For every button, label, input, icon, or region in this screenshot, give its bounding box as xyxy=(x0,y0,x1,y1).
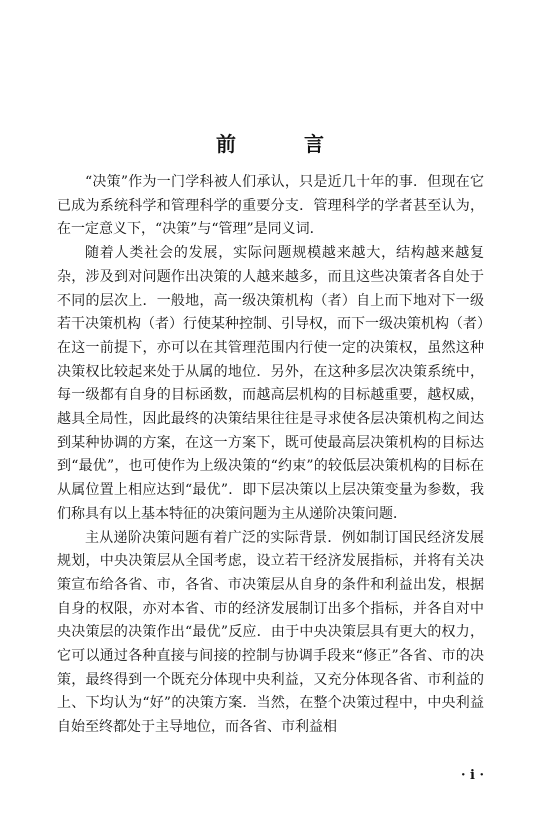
paragraph-1: “决策”作为一门学科被人们承认，只是近几十年的事．但现在它已成为系统科学和管理科学的重要分支．管理科学的学者甚至认为，在一定意义下，“决策”与“管理”是同义词． xyxy=(57,174,484,238)
paragraph-3: 主从递阶决策问题有着广泛的实际背景．例如制订国民经济发展规划，中央决策层从全国考虑，设立若干经济发展指标，并将有关决策宣布给各省、市，各省、市决策层从自身的条件和利益出发，根据自身的权限，亦对本省、市的经济发展制订出多个指标，并各自对中央决策层的决策作出“最优”反应．由于中央决策层具有更大的权力，它可以通过各种直接与间接的控制与协调手段来“修正”各省、市的决策，最终得到一个既充分体现中央利益，又充分体现各省、市利益的上、下均认为“好”的决策方案．当然，在整个决策过程中，中央利益自始至终都处于主导地位，而各省、市利益相 xyxy=(57,529,484,736)
page-number: · i · xyxy=(460,768,484,783)
page-title: 前 言 xyxy=(216,132,348,156)
body-text xyxy=(57,171,484,740)
paragraph-2: 随着人类社会的发展，实际问题规模越来越大，结构越来越复杂，涉及到对问题作出决策的人越来越多，而且这些决策者各自处于不同的层次上．一般地，高一级决策机构（者）自上而下地对下一级若干决策机构（者）行使某种控制、引导权，而下一级决策机构（者）在这一前提下，亦可以在其管理范围内行使一定的决策权，虽然这种决策权比较起来处于从属的地位．另外，在这种多层次决策系统中，每一级都有自身的目标函数，而越高层机构的目标越重要，越权威，越具全局性，因此最终的决策结果往往是寻求使各层决策机构之间达到某种协调的方案，在这一方案下，既可使最高层决策机构的目标达到“最优”，也可使作为上级决策的“约束”的较低层决策机构的目标在从属位置上相应达到“最优”．即下层决策以上层决策变量为参数，我们称具有以上基本特征的决策问题为主从递阶决策问题． xyxy=(57,245,484,522)
